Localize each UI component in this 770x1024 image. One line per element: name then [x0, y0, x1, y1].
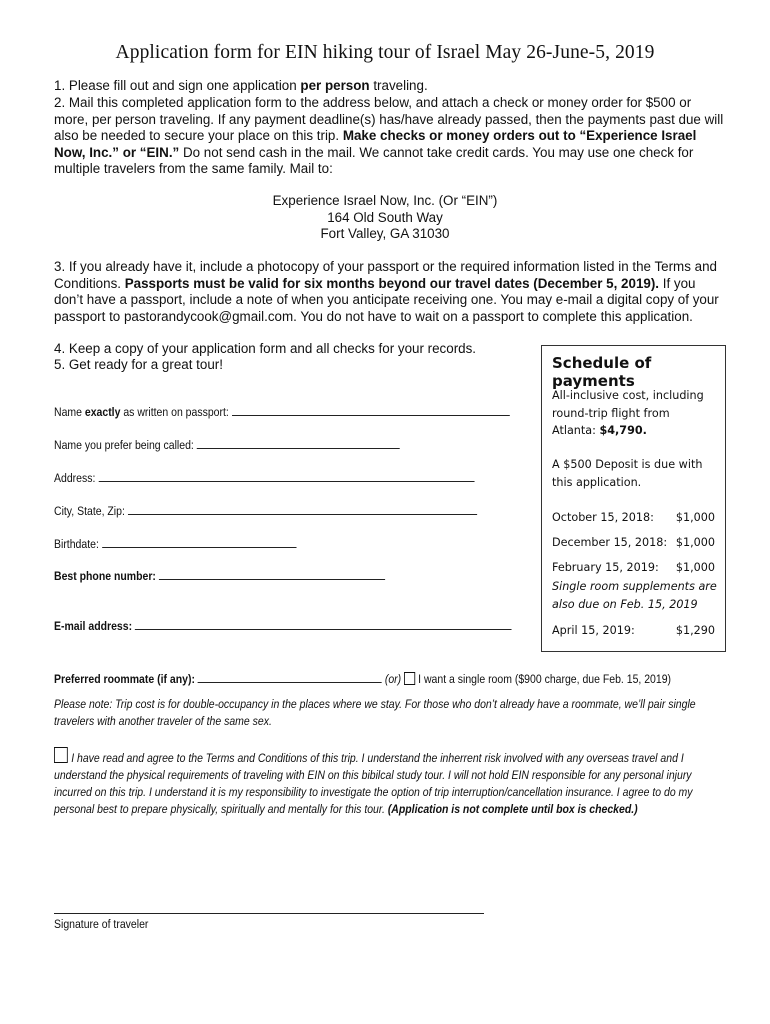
name-exact-input[interactable] [232, 404, 510, 416]
schedule-deposit: A $500 Deposit is due with this application. [552, 458, 703, 489]
payment-row [552, 561, 715, 574]
name-preferred-input[interactable] [197, 437, 400, 449]
instruction-1-end: traveling. [369, 78, 428, 93]
instruction-1-text: 1. Please fill out and sign one application [54, 78, 301, 93]
field-birthdate[interactable] [54, 536, 296, 551]
instruction-1 [54, 78, 726, 95]
instruction-2-text: 2. Mail this completed application form to the address below, and attach a check or money order for $500 or more, per person traveling. If any payment deadline(s) has/have already passed, then the payments past due will also be needed to secure your place on this trip. [54, 95, 724, 143]
mailing-address [0, 193, 770, 243]
instruction-2-bold: Make checks or money orders out to “Experience Israel Now, Inc.” or “EIN.” [54, 128, 697, 160]
payment-date: October 15, 2018: [552, 511, 654, 524]
city-state-zip-input[interactable] [128, 503, 477, 515]
single-room-label: I want a single room ($900 charge, due Feb. 15, 2019) [418, 672, 672, 686]
instruction-3-bold: Passports must be valid for six months beyond our travel dates (December 5, 2019). [124, 275, 660, 291]
field-email[interactable] [54, 618, 512, 633]
cost-text: All-inclusive cost, including round-trip flight from Atlanta: [552, 389, 704, 437]
birthdate-input[interactable] [102, 536, 296, 548]
address-input[interactable] [98, 470, 474, 482]
instruction-4: 4. Keep a copy of your application form and all checks for your records. [54, 341, 477, 356]
roommate-note: Please note: Trip cost is for double-occupancy in the places where we stay. For those who don’t already have a roommate, we’ll pair single travelers with another traveler of the same sex. [54, 697, 696, 728]
field-city-state-zip[interactable] [54, 503, 477, 518]
instruction-1-bold: per person [300, 78, 370, 93]
payment-amount: $1,000 [675, 536, 715, 549]
signature-line[interactable] [54, 913, 484, 914]
payment-row [552, 511, 715, 524]
email-input[interactable] [135, 618, 512, 630]
field-label-bold: Preferred roommate (if any): [54, 672, 195, 686]
signature-label: Signature of traveler [54, 917, 149, 931]
field-label: Name [54, 405, 85, 419]
field-label: Birthdate: [54, 537, 99, 551]
agreement-required-note: (Application is not complete until box is checked.) [387, 802, 638, 816]
instruction-2 [54, 95, 726, 178]
field-address[interactable] [54, 470, 474, 485]
payment-date: December 15, 2018: [552, 536, 668, 549]
instruction-5: 5. Get ready for a great tour! [54, 357, 223, 372]
address-line-3: Fort Valley, GA 31030 [320, 226, 450, 241]
cost-amount: $4,790. [599, 424, 647, 437]
roommate-input[interactable] [198, 671, 382, 683]
agreement [54, 747, 727, 818]
single-room-checkbox[interactable] [404, 672, 415, 685]
field-label: Address: [54, 471, 96, 485]
field-label-bold: exactly [84, 405, 121, 419]
supplement-note: Single room supplements are also due on Feb. 15, 2019 [552, 580, 717, 611]
payment-date: February 15, 2019: [552, 561, 659, 574]
field-label: as written on passport: [120, 405, 229, 419]
schedule-of-payments-box [541, 345, 726, 652]
field-label-bold: E-mail address: [54, 619, 133, 633]
payment-row [552, 536, 715, 549]
payment-row [552, 624, 715, 637]
field-roommate[interactable] [54, 671, 671, 686]
instruction-3-end: If you don’t have a passport, include a note of when you anticipate receiving one. You may e-mail a digital copy of your passport to pastorandycook@gmail.com. You do not have to wait on a passport to complete this application. [54, 275, 719, 324]
field-name-preferred[interactable] [54, 437, 400, 452]
payment-amount: $1,290 [675, 624, 715, 637]
phone-input[interactable] [159, 568, 385, 580]
page-title: Application form for EIN hiking tour of Israel May 26-June-5, 2019 [115, 42, 655, 63]
instruction-2-end: Do not send cash in the mail. We cannot take credit cards. You may use one check for multiple travelers from the same family. Mail to: [54, 144, 694, 176]
agreement-text: I have read and agree to the Terms and Conditions of this trip. I understand the inherrent risk involved with any overseas travel and I understand the physical requirements of traveling with EIN on this bibilcal study tour. I will not hold EIN responsible for any personal injury incurred on this trip. I understand it is my responsibility to investigate the option of trip interruption/cancellation insurance. I agree to do my personal best to prepare physically, spiritually and mentally for this tour. [54, 751, 693, 816]
schedule-heading: Schedule of payments [552, 354, 652, 390]
field-label: Name you prefer being called: [54, 438, 194, 452]
agreement-checkbox[interactable] [54, 747, 68, 763]
field-label-bold: Best phone number: [54, 569, 156, 583]
field-phone[interactable] [54, 568, 385, 583]
payment-amount: $1,000 [675, 561, 715, 574]
schedule-cost [552, 387, 717, 440]
payment-amount: $1,000 [675, 511, 715, 524]
address-line-1: Experience Israel Now, Inc. (Or “EIN”) [272, 193, 498, 208]
instruction-3 [54, 259, 726, 325]
instruction-3-text: 3. If you already have it, include a photocopy of your passport or the required information listed in the Terms and Conditions. [54, 259, 717, 291]
address-line-2: 164 Old South Way [327, 209, 443, 225]
field-label: City, State, Zip: [54, 504, 125, 518]
or-label: (or) [384, 672, 402, 686]
payment-date: April 15, 2019: [552, 624, 635, 637]
field-name-exact[interactable] [54, 404, 509, 419]
